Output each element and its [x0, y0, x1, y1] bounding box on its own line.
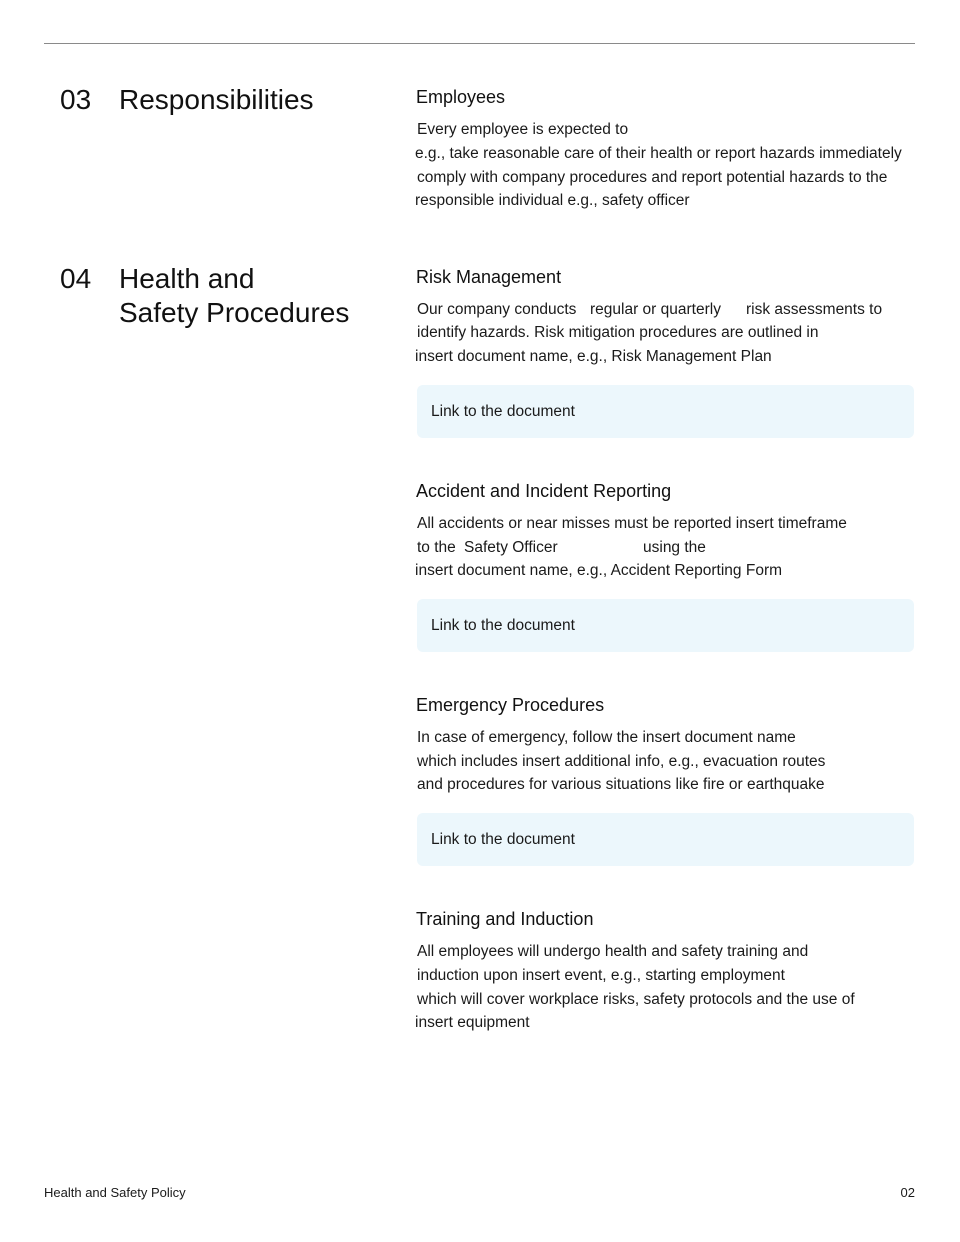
- paragraph-line: insert document name, e.g., Risk Management Plan: [415, 348, 772, 365]
- paragraph-line: Our company conducts: [417, 301, 577, 318]
- subsection-heading-training-induction: Training and Induction: [416, 909, 594, 929]
- footer-page-number: 02: [900, 1185, 915, 1200]
- section-number: 04: [60, 263, 92, 294]
- subsection-heading-risk-management: Risk Management: [416, 267, 562, 287]
- paragraph-line: All employees will undergo health and safety training and: [417, 943, 809, 960]
- paragraph-line: which includes insert additional info, e.g., evacuation routes: [417, 753, 826, 770]
- subsection-heading-accident-reporting: Accident and Incident Reporting: [416, 481, 672, 501]
- document-link-risk-management[interactable]: [417, 385, 914, 438]
- paragraph-line: which will cover workplace risks, safety protocols and the use of: [417, 991, 855, 1008]
- section-title-line2: Safety Procedures: [119, 297, 350, 328]
- top-divider: [44, 43, 915, 44]
- section-title-line1: Health and: [119, 263, 255, 294]
- paragraph-line: risk assessments to: [746, 301, 883, 318]
- paragraph-line: and procedures for various situations like fire or earthquake: [417, 776, 825, 793]
- placeholder-field: regular or quarterly: [590, 301, 721, 318]
- section-number: 03: [60, 84, 92, 115]
- document-link-label[interactable]: Link to the document: [431, 831, 575, 848]
- paragraph-line: In case of emergency, follow the insert document name: [417, 729, 796, 746]
- placeholder-field: Safety Officer: [464, 539, 558, 556]
- paragraph-line: comply with company procedures and report potential hazards to the: [417, 169, 888, 186]
- paragraph-line: insert document name, e.g., Accident Reporting Form: [415, 562, 783, 579]
- paragraph-line: using the: [643, 539, 706, 556]
- section-title: Responsibilities: [119, 84, 314, 115]
- subsection-heading-employees: Employees: [416, 87, 506, 107]
- paragraph-line: Every employee is expected to: [417, 121, 629, 138]
- document-link-emergency-procedures[interactable]: [417, 813, 914, 866]
- paragraph-line: responsible individual e.g., safety officer: [415, 192, 690, 209]
- subsection-heading-emergency-procedures: Emergency Procedures: [416, 695, 605, 715]
- paragraph-line: e.g., take reasonable care of their health or report hazards immediately: [415, 145, 902, 162]
- footer-document-title: Health and Safety Policy: [44, 1185, 186, 1200]
- paragraph-line: All accidents or near misses must be reported insert timeframe: [417, 515, 847, 532]
- document-link-label[interactable]: Link to the document: [431, 403, 575, 420]
- document-link-accident-reporting[interactable]: [417, 599, 914, 652]
- paragraph-line: identify hazards. Risk mitigation procedures are outlined in: [417, 324, 819, 341]
- paragraph-line: induction upon insert event, e.g., starting employment: [417, 967, 785, 984]
- document-link-label[interactable]: Link to the document: [431, 617, 575, 634]
- paragraph-line: insert equipment: [415, 1014, 530, 1031]
- paragraph-line: to the: [417, 539, 456, 556]
